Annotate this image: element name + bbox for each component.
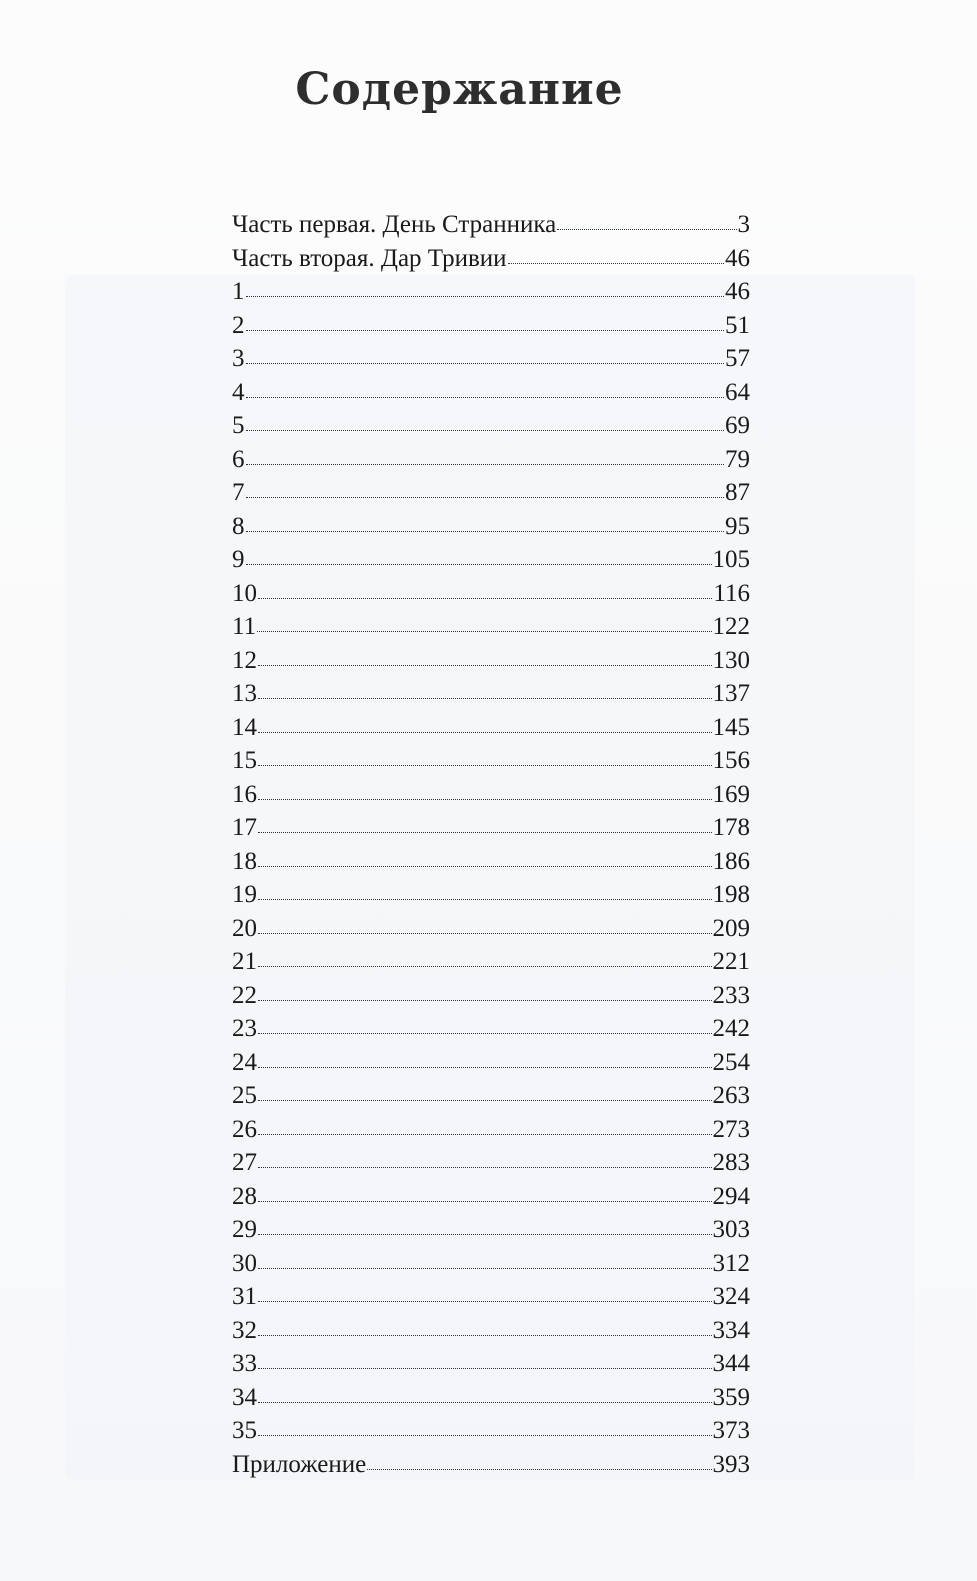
- toc-entry: [232, 1046, 750, 1080]
- dot-leader: [257, 631, 711, 632]
- toc-entry: [232, 443, 750, 477]
- toc-entry: [232, 878, 750, 912]
- toc-entry-page-number: 303: [712, 1216, 750, 1243]
- dot-leader: [258, 1335, 712, 1336]
- toc-entry-page-number: 116: [713, 579, 750, 607]
- dot-leader: [246, 531, 725, 532]
- toc-entry-label: 24: [232, 1048, 257, 1076]
- toc-entry: [232, 577, 750, 611]
- toc-entry: [232, 376, 750, 410]
- toc-entry: [232, 1079, 750, 1113]
- toc-entry-label: 25: [232, 1082, 257, 1109]
- dot-leader: [258, 1100, 712, 1101]
- toc-entry-label: 10: [232, 579, 257, 607]
- toc-entry: [232, 845, 750, 879]
- toc-entry-page-number: 221: [712, 948, 750, 975]
- dot-leader: [246, 497, 725, 498]
- toc-entry-page-number: 95: [725, 512, 750, 540]
- toc-entry: [232, 1247, 750, 1281]
- toc-entry-page-number: 294: [712, 1182, 750, 1210]
- dot-leader: [557, 229, 736, 230]
- toc-entry-page-number: 64: [725, 378, 750, 406]
- toc-entry-page-number: 273: [712, 1115, 750, 1143]
- dot-leader: [258, 899, 712, 900]
- dot-leader: [258, 1000, 712, 1001]
- toc-entry: [232, 275, 750, 309]
- dot-leader: [258, 966, 712, 967]
- toc-entry-page-number: 254: [712, 1048, 750, 1076]
- dot-leader: [258, 1402, 712, 1403]
- toc-entry: [232, 309, 750, 343]
- toc-entry: [232, 1180, 750, 1214]
- toc-entry: [232, 543, 750, 577]
- toc-entry-page-number: 87: [725, 479, 750, 506]
- toc-entry-page-number: 46: [725, 244, 750, 272]
- toc-entry: [232, 208, 750, 242]
- toc-entry: [232, 945, 750, 979]
- toc-entry-label: 32: [232, 1316, 257, 1344]
- toc-entry-page-number: 209: [712, 914, 750, 942]
- toc-entry-page-number: 122: [712, 613, 750, 640]
- dot-leader: [258, 1268, 712, 1269]
- toc-entry: [232, 1347, 750, 1381]
- dot-leader: [258, 732, 712, 733]
- toc-entry: [232, 1213, 750, 1247]
- toc-entry-page-number: 263: [712, 1082, 750, 1109]
- toc-entry-label: Часть первая. День Странника: [232, 211, 557, 238]
- toc-entry-page-number: 51: [725, 311, 750, 339]
- toc-entry: [232, 242, 750, 276]
- toc-entry: [232, 979, 750, 1013]
- dot-leader: [258, 1234, 712, 1235]
- toc-entry: [232, 1146, 750, 1180]
- dot-leader: [258, 1033, 712, 1034]
- toc-entry-page-number: 344: [712, 1350, 750, 1377]
- toc-entry-page-number: 137: [712, 680, 750, 707]
- toc-entry-page-number: 156: [712, 747, 750, 774]
- toc-entry: [232, 510, 750, 544]
- dot-leader: [258, 1301, 712, 1302]
- toc-entry: [232, 1280, 750, 1314]
- toc-entry: [232, 610, 750, 644]
- toc-entry-label: 7: [232, 479, 245, 506]
- toc-entry-label: 27: [232, 1149, 257, 1176]
- toc-entry-label: 11: [232, 613, 257, 640]
- dot-leader: [258, 698, 712, 699]
- toc-entry-page-number: 145: [712, 713, 750, 741]
- toc-entry-label: 30: [232, 1249, 257, 1277]
- toc-entry-page-number: 283: [712, 1149, 750, 1176]
- toc-entry-label: 19: [232, 881, 257, 908]
- toc-entry-label: 22: [232, 981, 257, 1009]
- dot-leader: [246, 296, 725, 297]
- toc-entry-page-number: 334: [712, 1316, 750, 1344]
- toc-entry-page-number: 3: [737, 211, 750, 238]
- toc-entry-page-number: 312: [712, 1249, 750, 1277]
- dot-leader: [258, 1201, 712, 1202]
- toc-entry-page-number: 130: [712, 646, 750, 674]
- toc-entry-label: 16: [232, 780, 257, 808]
- toc-entry-page-number: 69: [725, 412, 750, 439]
- toc-entry-label: 29: [232, 1216, 257, 1243]
- toc-entry: [232, 711, 750, 745]
- toc-entry: [232, 811, 750, 845]
- toc-entry-label: 13: [232, 680, 257, 707]
- toc-entry-label: 9: [232, 546, 245, 573]
- toc-entry-label: 12: [232, 646, 257, 674]
- toc-entry-label: 4: [232, 378, 245, 406]
- toc-entry-page-number: 186: [712, 847, 750, 875]
- toc-entry-label: 15: [232, 747, 257, 774]
- dot-leader: [258, 866, 712, 867]
- dot-leader: [258, 1134, 712, 1135]
- toc-entry: [232, 1314, 750, 1348]
- toc-entry-page-number: 359: [712, 1383, 750, 1411]
- dot-leader: [258, 832, 712, 833]
- dot-leader: [258, 665, 712, 666]
- dot-leader: [258, 765, 712, 766]
- toc-entry-page-number: 178: [712, 814, 750, 841]
- dot-leader: [258, 1435, 712, 1436]
- toc-entry-page-number: 46: [725, 278, 750, 305]
- toc-entry-page-number: 79: [725, 445, 750, 473]
- toc-entry-page-number: 242: [712, 1015, 750, 1042]
- dot-leader: [246, 363, 725, 364]
- toc-entry: [232, 1414, 750, 1448]
- toc-entry: [232, 1113, 750, 1147]
- toc-entry-label: 8: [232, 512, 245, 540]
- dot-leader: [258, 1368, 712, 1369]
- dot-leader: [246, 564, 712, 565]
- toc-entry: [232, 644, 750, 678]
- toc-entry-label: 31: [232, 1283, 257, 1310]
- dot-leader: [508, 263, 724, 264]
- dot-leader: [258, 933, 712, 934]
- toc-entry-label: 21: [232, 948, 257, 975]
- toc-entry-page-number: 233: [712, 981, 750, 1009]
- toc-entry-label: 6: [232, 445, 245, 473]
- toc-entry: [232, 912, 750, 946]
- toc-entry: [232, 744, 750, 778]
- toc-entry-page-number: 105: [712, 546, 750, 573]
- page-title: Содержание: [295, 64, 624, 115]
- toc-entry: [232, 677, 750, 711]
- toc-entry-label: 23: [232, 1015, 257, 1042]
- toc-entry-label: 5: [232, 412, 245, 439]
- toc-entry: [232, 778, 750, 812]
- toc-entry-label: 17: [232, 814, 257, 841]
- toc-entry-label: 28: [232, 1182, 257, 1210]
- dot-leader: [258, 1067, 712, 1068]
- toc-entry-page-number: 393: [712, 1450, 750, 1478]
- toc-entry-label: 33: [232, 1350, 257, 1377]
- toc-entry-label: 14: [232, 713, 257, 741]
- toc-entry-page-number: 373: [712, 1417, 750, 1444]
- toc-entry-label: Часть вторая. Дар Тривии: [232, 244, 507, 272]
- toc-entry: [232, 342, 750, 376]
- dot-leader: [367, 1469, 711, 1470]
- toc-entry-page-number: 198: [712, 881, 750, 908]
- table-of-contents: [232, 208, 750, 1481]
- toc-entry-page-number: 57: [725, 345, 750, 372]
- toc-entry-label: 20: [232, 914, 257, 942]
- toc-entry-label: 18: [232, 847, 257, 875]
- toc-entry-label: 26: [232, 1115, 257, 1143]
- toc-entry: [232, 1448, 750, 1482]
- dot-leader: [258, 1167, 712, 1168]
- toc-entry-page-number: 169: [712, 780, 750, 808]
- toc-entry-label: Приложение: [232, 1450, 367, 1478]
- toc-entry-page-number: 324: [712, 1283, 750, 1310]
- toc-entry: [232, 409, 750, 443]
- toc-entry-label: 2: [232, 311, 245, 339]
- dot-leader: [258, 799, 712, 800]
- toc-entry: [232, 1381, 750, 1415]
- toc-entry-label: 34: [232, 1383, 257, 1411]
- dot-leader: [246, 430, 725, 431]
- toc-entry: [232, 1012, 750, 1046]
- dot-leader: [258, 598, 712, 599]
- toc-entry-label: 35: [232, 1417, 257, 1444]
- dot-leader: [246, 330, 725, 331]
- toc-entry-label: 3: [232, 345, 245, 372]
- toc-entry: [232, 476, 750, 510]
- dot-leader: [246, 397, 725, 398]
- toc-entry-label: 1: [232, 278, 245, 305]
- dot-leader: [246, 464, 725, 465]
